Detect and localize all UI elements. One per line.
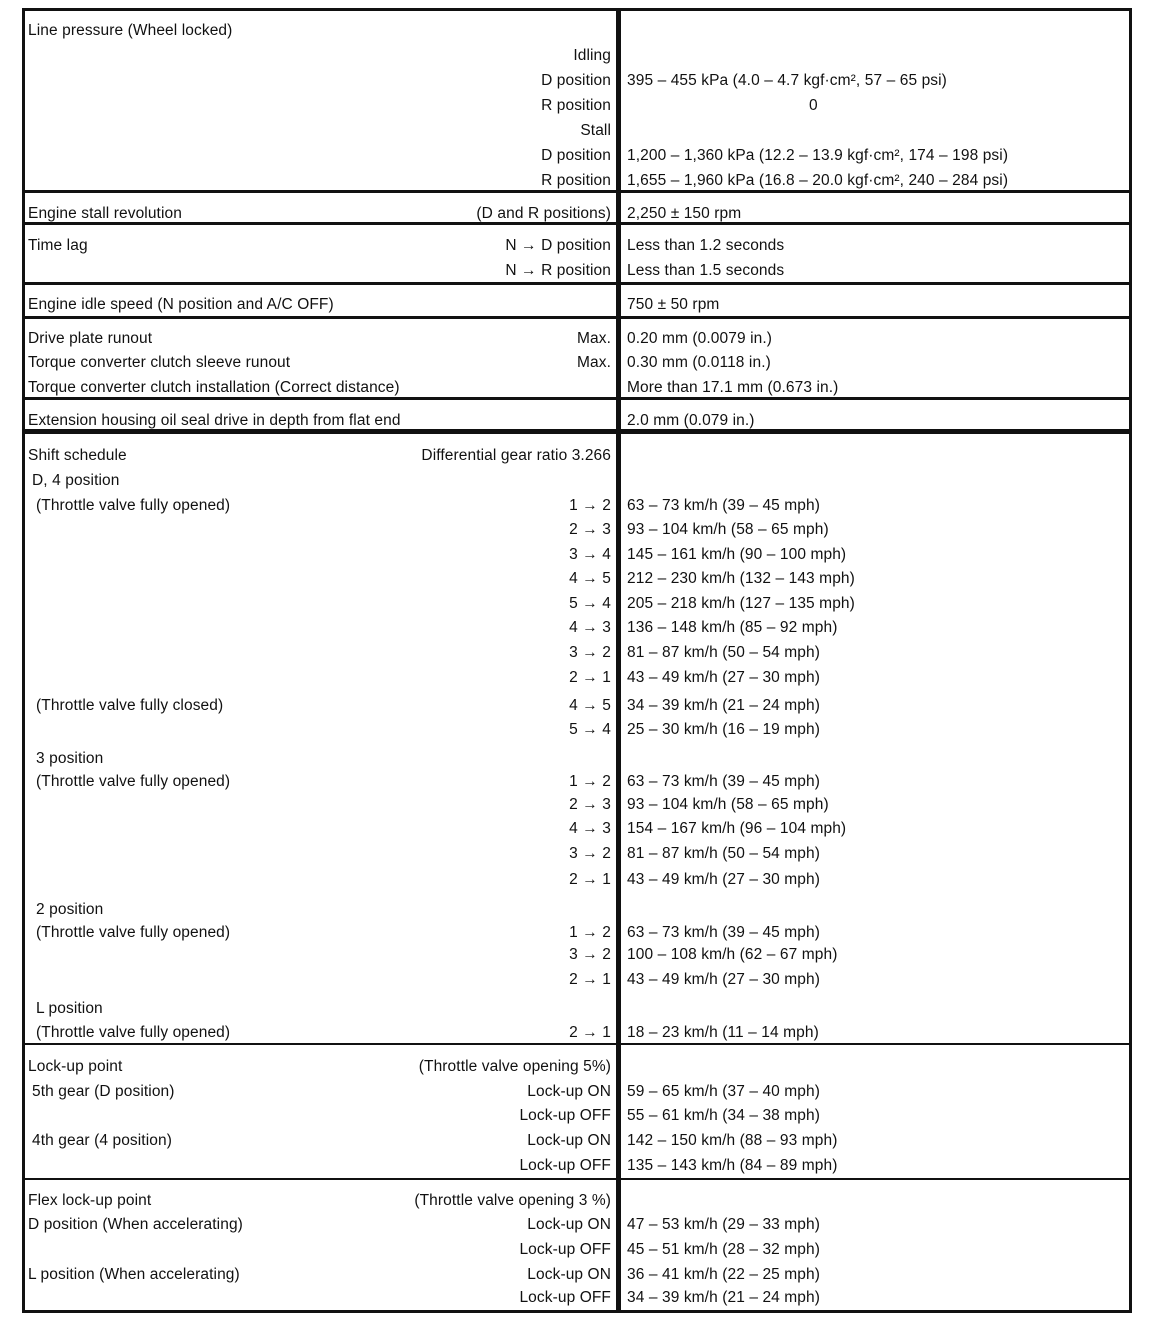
row-label: Engine idle speed (N position and A/C OFF) [28, 296, 334, 313]
row-value: 63 – 73 km/h (39 – 45 mph) [627, 924, 821, 941]
row-qualifier: 1 → 2 [569, 773, 611, 790]
row-qualifier: 3 → 4 [569, 546, 611, 563]
row-value: 395 – 455 kPa (4.0 – 4.7 kgf·cm², 57 – 65 psi) [627, 72, 947, 89]
row-qualifier: 1 → 2 [569, 924, 611, 941]
row-qualifier: Max. [577, 354, 611, 371]
row-qualifier: Lock-up OFF [519, 1289, 611, 1306]
row-value: 205 – 218 km/h (127 – 135 mph) [627, 595, 855, 612]
row-qualifier: 2 → 3 [569, 796, 611, 813]
row-qualifier: (Throttle valve opening 5%) [418, 1058, 611, 1075]
section-separator [22, 397, 1132, 400]
row-qualifier: N → R position [505, 262, 611, 279]
row-label: (Throttle valve fully closed) [36, 697, 224, 714]
row-label: Flex lock-up point [28, 1192, 152, 1209]
row-label: Lock-up point [28, 1058, 123, 1075]
row-qualifier: N → D position [505, 237, 611, 254]
row-qualifier: 2 → 1 [569, 1024, 611, 1041]
row-value: 55 – 61 km/h (34 – 38 mph) [627, 1107, 821, 1124]
row-qualifier: 4 → 5 [569, 570, 611, 587]
section-separator [22, 282, 1132, 285]
row-value: 2,250 ± 150 rpm [627, 205, 742, 222]
row-value: 43 – 49 km/h (27 – 30 mph) [627, 971, 821, 988]
row-value: 0 [809, 97, 818, 114]
row-value: 0.30 mm (0.0118 in.) [627, 354, 771, 371]
row-label: Line pressure (Wheel locked) [28, 22, 233, 39]
row-qualifier: 4 → 3 [569, 820, 611, 837]
row-qualifier: Idling [573, 47, 611, 64]
row-qualifier: Lock-up OFF [519, 1157, 611, 1174]
row-value: 1,200 – 1,360 kPa (12.2 – 13.9 kgf·cm², 174 – 198 psi) [627, 147, 1009, 164]
row-value: 59 – 65 km/h (37 – 40 mph) [627, 1083, 821, 1100]
row-label: Time lag [28, 237, 88, 254]
row-qualifier: Differential gear ratio 3.266 [421, 447, 611, 464]
row-qualifier: 3 → 2 [569, 845, 611, 862]
row-value: 81 – 87 km/h (50 – 54 mph) [627, 644, 821, 661]
row-qualifier: Max. [577, 330, 611, 347]
row-label: Drive plate runout [28, 330, 153, 347]
row-label: (Throttle valve fully opened) [36, 1024, 231, 1041]
row-qualifier: Lock-up ON [527, 1216, 611, 1233]
row-qualifier: Stall [580, 122, 611, 139]
row-qualifier: Lock-up ON [527, 1266, 611, 1283]
row-value: 34 – 39 km/h (21 – 24 mph) [627, 1289, 821, 1306]
row-qualifier: 2 → 1 [569, 669, 611, 686]
row-label: (Throttle valve fully opened) [36, 497, 231, 514]
row-value: 47 – 53 km/h (29 – 33 mph) [627, 1216, 821, 1233]
row-value: 93 – 104 km/h (58 – 65 mph) [627, 521, 829, 538]
row-label: Engine stall revolution [28, 205, 182, 222]
row-label: L position (When accelerating) [28, 1266, 240, 1283]
row-value: 34 – 39 km/h (21 – 24 mph) [627, 697, 821, 714]
section-separator [22, 1043, 1132, 1045]
section-separator [22, 1178, 1132, 1180]
row-qualifier: 4 → 5 [569, 697, 611, 714]
row-value: More than 17.1 mm (0.673 in.) [627, 379, 839, 396]
row-label: D, 4 position [32, 472, 120, 489]
row-value: Less than 1.5 seconds [627, 262, 785, 279]
row-value: 212 – 230 km/h (132 – 143 mph) [627, 570, 855, 587]
row-label: (Throttle valve fully opened) [36, 773, 231, 790]
row-value: 36 – 41 km/h (22 – 25 mph) [627, 1266, 821, 1283]
row-qualifier: R position [541, 97, 611, 114]
row-qualifier: 2 → 3 [569, 521, 611, 538]
section-separator [22, 429, 1132, 434]
row-label: 4th gear (4 position) [32, 1132, 172, 1149]
row-label: 5th gear (D position) [32, 1083, 175, 1100]
row-value: 750 ± 50 rpm [627, 296, 720, 313]
row-label: 3 position [36, 750, 104, 767]
row-qualifier: 1 → 2 [569, 497, 611, 514]
row-qualifier: 2 → 1 [569, 971, 611, 988]
row-label: L position [36, 1000, 103, 1017]
section-separator [22, 222, 1132, 225]
row-value: 100 – 108 km/h (62 – 67 mph) [627, 946, 838, 963]
row-value: 142 – 150 km/h (88 – 93 mph) [627, 1132, 838, 1149]
row-value: 93 – 104 km/h (58 – 65 mph) [627, 796, 829, 813]
row-qualifier: (Throttle valve opening 3 %) [414, 1192, 611, 1209]
column-divider [616, 8, 621, 1313]
row-value: 135 – 143 km/h (84 – 89 mph) [627, 1157, 838, 1174]
row-label: 2 position [36, 901, 104, 918]
row-qualifier: (D and R positions) [476, 205, 611, 222]
row-qualifier: 5 → 4 [569, 595, 611, 612]
row-value: 63 – 73 km/h (39 – 45 mph) [627, 773, 821, 790]
row-qualifier: Lock-up OFF [519, 1241, 611, 1258]
row-value: 145 – 161 km/h (90 – 100 mph) [627, 546, 847, 563]
row-value: Less than 1.2 seconds [627, 237, 785, 254]
row-label: Torque converter clutch installation (Correct distance) [28, 379, 400, 396]
row-value: 18 – 23 km/h (11 – 14 mph) [627, 1024, 819, 1041]
row-qualifier: D position [541, 147, 611, 164]
row-qualifier: 3 → 2 [569, 644, 611, 661]
row-value: 43 – 49 km/h (27 – 30 mph) [627, 669, 821, 686]
row-label: Shift schedule [28, 447, 127, 464]
row-label: Torque converter clutch sleeve runout [28, 354, 291, 371]
row-value: 154 – 167 km/h (96 – 104 mph) [627, 820, 847, 837]
row-value: 81 – 87 km/h (50 – 54 mph) [627, 845, 821, 862]
section-separator [22, 190, 1132, 193]
row-qualifier: Lock-up ON [527, 1083, 611, 1100]
row-value: 45 – 51 km/h (28 – 32 mph) [627, 1241, 821, 1258]
row-value: 136 – 148 km/h (85 – 92 mph) [627, 619, 838, 636]
row-qualifier: D position [541, 72, 611, 89]
row-label: D position (When accelerating) [28, 1216, 243, 1233]
row-label: (Throttle valve fully opened) [36, 924, 231, 941]
row-label: Extension housing oil seal drive in depth from flat end [28, 412, 401, 429]
row-qualifier: Lock-up OFF [519, 1107, 611, 1124]
row-value: 2.0 mm (0.079 in.) [627, 412, 755, 429]
row-value: 63 – 73 km/h (39 – 45 mph) [627, 497, 821, 514]
row-qualifier: 2 → 1 [569, 871, 611, 888]
row-qualifier: R position [541, 172, 611, 189]
row-qualifier: Lock-up ON [527, 1132, 611, 1149]
row-value: 25 – 30 km/h (16 – 19 mph) [627, 721, 821, 738]
row-qualifier: 3 → 2 [569, 946, 611, 963]
row-qualifier: 4 → 3 [569, 619, 611, 636]
section-separator [22, 316, 1132, 319]
row-value: 0.20 mm (0.0079 in.) [627, 330, 773, 347]
row-value: 43 – 49 km/h (27 – 30 mph) [627, 871, 821, 888]
spec-table [22, 8, 1132, 1313]
row-qualifier: 5 → 4 [569, 721, 611, 738]
row-value: 1,655 – 1,960 kPa (16.8 – 20.0 kgf·cm², 240 – 284 psi) [627, 172, 1009, 189]
